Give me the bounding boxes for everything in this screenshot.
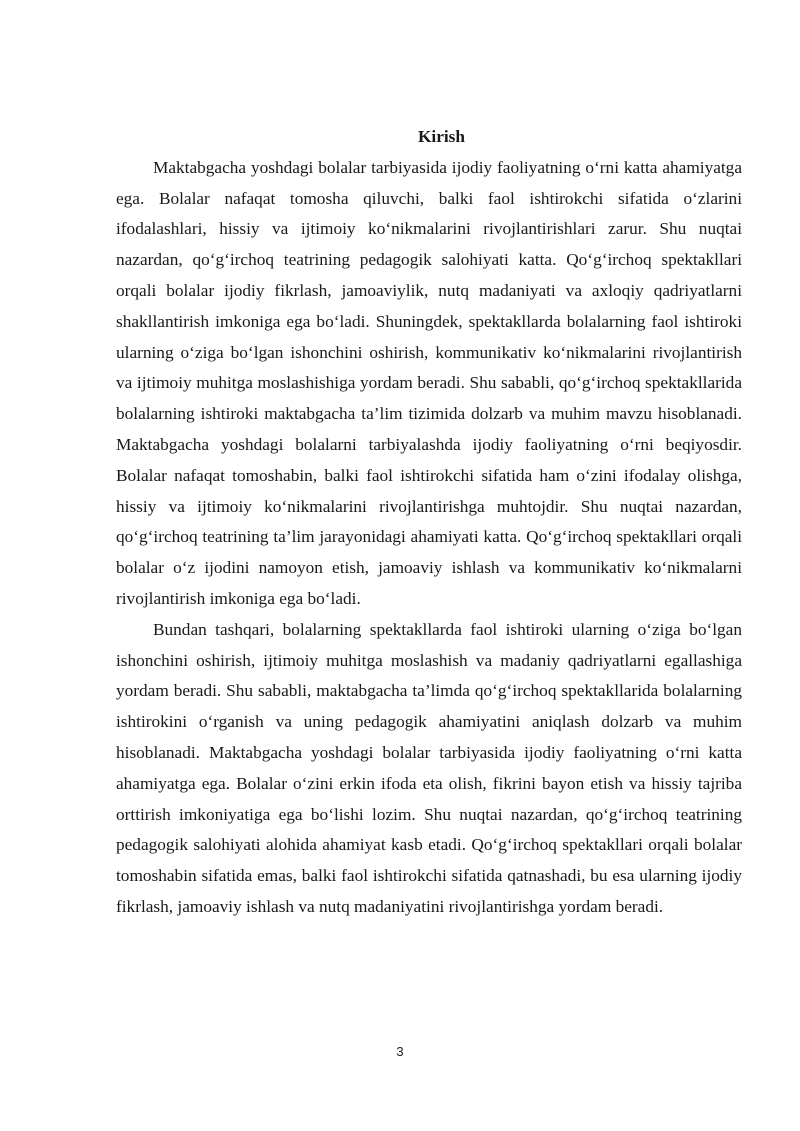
document-body — [116, 122, 742, 923]
paragraph-2: Bundan tashqari, bolalarning spektakllarda faol ishtiroki ularning o‘ziga bo‘lgan ishonchini oshirish, ijtimoiy muhitga moslashish va madaniy qadriyatlarni egallashiga yordam beradi. Shu sababli, maktabgacha ta’limda qo‘g‘irchoq spektakllarida bolalarning ishtirokini o‘rganish va uning pedagogik ahamiyatini aniqlash dolzarb va muhim hisoblanadi. Maktabgacha yoshdagi bolalar tarbiyasida ijodiy faoliyatning o‘rni katta ahamiyatga ega. Bolalar o‘zini erkin ifoda eta olish, fikrini bayon etish va hissiy tajriba orttirish imkoniyatiga ega bo‘lishi lozim. Shu nuqtai nazardan, qo‘g‘irchoq teatrining pedagogik salohiyati alohida ahamiyat kasb etadi. Qo‘g‘irchoq spektakllari orqali bolalar tomoshabin sifatida emas, balki faol ishtirokchi sifatida qatnashadi, bu esa ularning ijodiy fikrlash, jamoaviy ishlash va nutq madaniyatini rivojlantirishga yordam beradi. — [116, 619, 742, 916]
paragraph-1: Maktabgacha yoshdagi bolalar tarbiyasida ijodiy faoliyatning o‘rni katta ahamiyatga ega. Bolalar nafaqat tomosha qiluvchi, balki faol ishtirokchi sifatida o‘zlarini ifodalashlari, hissiy va ijtimoiy ko‘nikmalarini rivojlantirishlari zarur. Shu nuqtai nazardan, qo‘g‘irchoq teatrining pedagogik salohiyati katta. Qo‘g‘irchoq spektakllari orqali bolalar ijodiy fikrlash, jamoaviylik, nutq madaniyati va axloqiy qadriyatlarni shakllantirish imkoniga ega bo‘ladi. Shuningdek, spektakllarda bolalarning faol ishtiroki ularning o‘ziga bo‘lgan ishonchini oshirish, kommunikativ ko‘nikmalarini rivojlantirish va ijtimoiy muhitga moslashishiga yordam beradi. Shu sababli, qo‘g‘irchoq spektakllarida bolalarning ishtiroki maktabgacha ta’lim tizimida dolzarb va muhim mavzu hisoblanadi. Maktabgacha yoshdagi bolalarni tarbiyalashda ijodiy faoliyatning o‘rni beqiyosdir. Bolalar nafaqat tomoshabin, balki faol ishtirokchi sifatida ham o‘zini ifodalay olishga, hissiy va ijtimoiy ko‘nikmalarini rivojlantirishga muhtojdir. Shu nuqtai nazardan, qo‘g‘irchoq teatrining ta’lim jarayonidagi ahamiyati katta. Qo‘g‘irchoq spektakllari orqali bolalar o‘z ijodini namoyon etish, jamoaviy ishlash va kommunikativ ko‘nikmalarni rivojlantirish imkoniga ega bo‘ladi. — [116, 157, 742, 608]
section-title: Kirish — [417, 127, 466, 146]
page-number: 3 — [396, 1044, 404, 1059]
